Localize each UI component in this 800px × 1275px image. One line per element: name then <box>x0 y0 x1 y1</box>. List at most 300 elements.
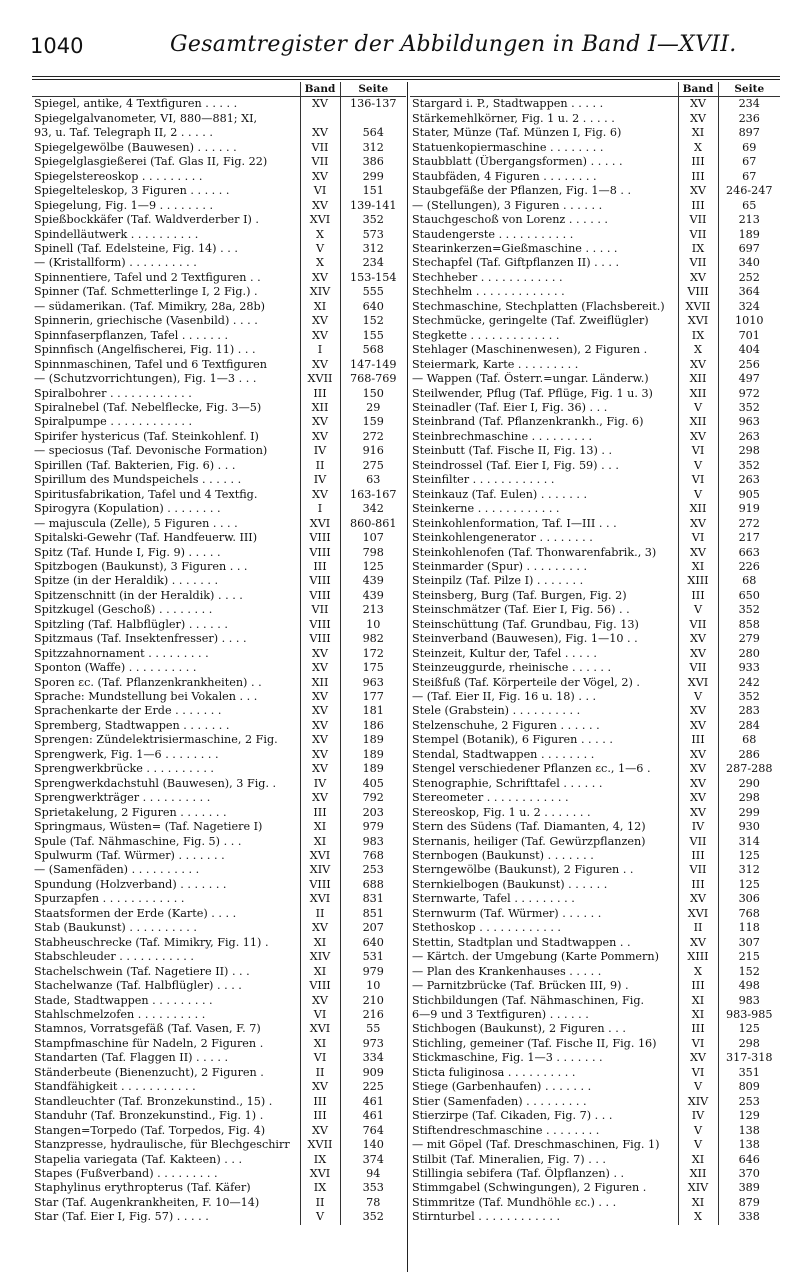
band-number: VII <box>678 863 718 877</box>
page-reference: 283 <box>718 704 780 718</box>
entry-text: Spiritusfabrikation, Tafel und 4 Textfig. <box>34 487 258 501</box>
index-entry-row <box>410 155 780 169</box>
entry-text: Steinzeit, Kultur der, Tafel . . . . . <box>412 646 597 660</box>
index-entry-row <box>410 979 780 993</box>
page-reference: 640 <box>340 936 406 950</box>
page-reference: 118 <box>718 921 780 935</box>
band-number: III <box>678 878 718 892</box>
entry-text: 93, u. Taf. Telegraph II, 2 . . . . . <box>34 126 213 140</box>
entry-text: Spitzenschnitt (in der Heraldik) . . . . <box>34 588 243 602</box>
page-reference: 897 <box>718 126 780 140</box>
page-reference: 10 <box>340 979 406 993</box>
entry-text: Sterngewölbe (Baukunst), 2 Figuren . . <box>412 863 634 877</box>
band-number: XV <box>678 719 718 733</box>
band-number: IV <box>300 473 340 487</box>
entry-text: Stier (Samenfaden) . . . . . . . . . <box>412 1094 587 1108</box>
band-number: X <box>678 1210 718 1224</box>
band-number: VII <box>300 155 340 169</box>
band-number: XV <box>678 791 718 805</box>
page-reference: 531 <box>340 950 406 964</box>
index-entry-row <box>410 473 780 487</box>
page-reference: 125 <box>340 560 406 574</box>
page-reference: 386 <box>340 155 406 169</box>
entry-text: Stereometer . . . . . . . . . . . . <box>412 791 569 805</box>
page-reference: 916 <box>340 444 406 458</box>
band-number: V <box>678 1080 718 1094</box>
entry-text: Spiralpumpe . . . . . . . . . . . . <box>34 415 193 429</box>
page-reference: 983 <box>718 994 780 1008</box>
index-entry-row <box>32 502 406 516</box>
entry-text: Stirnturbel . . . . . . . . . . . . <box>412 1210 561 1224</box>
column-divider <box>407 82 408 1272</box>
page-reference: 226 <box>718 560 780 574</box>
entry-text: Spießbockkäfer (Taf. Waldverderber I) . <box>34 213 259 227</box>
band-number: XV <box>300 430 340 444</box>
index-entry-row <box>32 517 406 531</box>
band-number: I <box>300 502 340 516</box>
header-rule-double <box>32 79 780 80</box>
page-reference: 573 <box>340 228 406 242</box>
index-entry-row <box>410 358 780 372</box>
index-entry-row <box>32 141 406 155</box>
band-number: XI <box>678 994 718 1008</box>
entry-text: Sprengwerk, Fig. 1—6 . . . . . . . . <box>34 747 219 761</box>
index-entry-row <box>32 661 406 675</box>
entry-text: Stabschleuder . . . . . . . . . . . <box>34 950 194 964</box>
entry-text: Spirillum des Mundspeichels . . . . . . <box>34 473 242 487</box>
index-entry-row <box>410 372 780 386</box>
page-reference: 701 <box>718 329 780 343</box>
page-reference: 189 <box>340 762 406 776</box>
entry-text: Spitz (Taf. Hunde I, Fig. 9) . . . . . <box>34 545 221 559</box>
index-entry-row <box>32 1138 406 1152</box>
band-number: XVI <box>678 907 718 921</box>
band-number: VI <box>300 1051 340 1065</box>
index-entry-row <box>32 589 406 603</box>
page-reference: 792 <box>340 791 406 805</box>
entry-text: Steinschüttung (Taf. Grundbau, Fig. 13) <box>412 617 639 631</box>
index-entry-row <box>32 603 406 617</box>
index-entry-row <box>32 473 406 487</box>
page-reference: 352 <box>718 459 780 473</box>
page-reference: 139-141 <box>340 199 406 213</box>
entry-text: Stampfmaschine für Nadeln, 2 Figuren . <box>34 1036 264 1050</box>
index-entry-row <box>32 748 406 762</box>
entry-text: Spiegelung, Fig. 1—9 . . . . . . . . <box>34 198 214 212</box>
entry-text: Staatsformen der Erde (Karte) . . . . <box>34 906 237 920</box>
page-reference: 809 <box>718 1080 780 1094</box>
index-entry-row <box>32 574 406 588</box>
page-reference: 324 <box>718 300 780 314</box>
page-reference: 175 <box>340 661 406 675</box>
page-reference: 555 <box>340 285 406 299</box>
entry-text: Steinverband (Bauwesen), Fig. 1—10 . . <box>412 632 638 646</box>
index-entry-row <box>410 401 780 415</box>
band-number: V <box>678 690 718 704</box>
index-entry-row <box>32 690 406 704</box>
entry-text: Staubblatt (Übergangsformen) . . . . . <box>412 155 623 169</box>
index-entry-row <box>410 965 780 979</box>
entry-text: Spiralbohrer . . . . . . . . . . . . <box>34 386 192 400</box>
entry-text: Steinsberg, Burg (Taf. Burgen, Fig. 2) <box>412 588 627 602</box>
page-reference: 768 <box>718 907 780 921</box>
band-number: IV <box>678 1109 718 1123</box>
page-reference: 982 <box>340 632 406 646</box>
band-number: XV <box>300 488 340 502</box>
page-title: Gesamtregister der Abbildungen in Band I—XVII. <box>170 32 737 57</box>
band-number: V <box>300 1210 340 1224</box>
index-entry-row <box>32 546 406 560</box>
entry-text: Staubgefäße der Pflanzen, Fig. 1—8 . . <box>412 184 632 198</box>
page-reference: 298 <box>718 444 780 458</box>
page-reference: 351 <box>718 1066 780 1080</box>
index-entry-row <box>32 170 406 184</box>
page-reference: 107 <box>340 531 406 545</box>
entry-text: Stargard i. P., Stadtwappen . . . . . <box>412 97 604 111</box>
entry-text: — (Stellungen), 3 Figuren . . . . . . <box>412 198 603 212</box>
page-reference: 364 <box>718 285 780 299</box>
page-reference: 312 <box>340 141 406 155</box>
entry-text: Sternanis, heiliger (Taf. Gewürzpflanzen) <box>412 834 646 848</box>
index-entry-row <box>32 1051 406 1065</box>
band-number: XI <box>300 820 340 834</box>
entry-text: Spiralnebel (Taf. Nebelflecke, Fig. 3—5) <box>34 400 262 414</box>
page-reference: 138 <box>718 1124 780 1138</box>
band-number: XVI <box>300 849 340 863</box>
index-entry-row <box>410 806 780 820</box>
band-number: XV <box>678 632 718 646</box>
band-number: XV <box>300 415 340 429</box>
index-entry-row <box>410 1196 780 1210</box>
entry-text: Stettin, Stadtplan und Stadtwappen . . <box>412 935 631 949</box>
band-number: XI <box>300 965 340 979</box>
index-entry-row <box>32 820 406 834</box>
index-entry-row <box>32 878 406 892</box>
band-number: XV <box>678 777 718 791</box>
entry-text: Spirifer hystericus (Taf. Steinkohlenf. I) <box>34 429 259 443</box>
entry-text: Sprachenkarte der Erde . . . . . . . <box>34 704 222 718</box>
page-reference: 983 <box>340 835 406 849</box>
band-column-header: Band <box>678 82 718 97</box>
page-reference: 979 <box>340 965 406 979</box>
index-entry-row <box>410 863 780 877</box>
page-reference: 125 <box>718 878 780 892</box>
page-reference: 646 <box>718 1153 780 1167</box>
band-number: XV <box>300 199 340 213</box>
page-reference: 307 <box>718 936 780 950</box>
entry-text: Sticta fuliginosa . . . . . . . . . . <box>412 1065 576 1079</box>
page-reference: 764 <box>340 1124 406 1138</box>
band-number: XI <box>678 560 718 574</box>
index-entry-row <box>32 1196 406 1210</box>
header-rule <box>32 76 780 77</box>
entry-text: Stilbit (Taf. Mineralien, Fig. 7) . . . <box>412 1152 606 1166</box>
band-number: XI <box>678 1196 718 1210</box>
entry-text: — speciosus (Taf. Devonische Formation) <box>34 444 268 458</box>
entry-text: Sprengwerkträger . . . . . . . . . . <box>34 791 211 805</box>
index-entry-row <box>410 574 780 588</box>
page-reference: 979 <box>340 820 406 834</box>
band-number: IV <box>678 820 718 834</box>
index-entry-row <box>410 791 780 805</box>
entry-text: Spiegelgalvanometer, VI, 880—881; XI, <box>34 111 258 125</box>
band-number: II <box>300 459 340 473</box>
entry-text: Sporen ɛc. (Taf. Pflanzenkrankheiten) . . <box>34 675 262 689</box>
band-number: XV <box>678 97 718 112</box>
band-number: VII <box>678 618 718 632</box>
index-entry-row <box>410 1051 780 1065</box>
band-number: XV <box>300 126 340 140</box>
page-reference: 279 <box>718 632 780 646</box>
page-reference: 10 <box>340 618 406 632</box>
band-number: VIII <box>300 618 340 632</box>
page-reference: 203 <box>340 806 406 820</box>
entry-text: Sprengwerkbrücke . . . . . . . . . . <box>34 762 214 776</box>
entry-text: Steindrossel (Taf. Eier I, Fig. 59) . . . <box>412 458 619 472</box>
page-reference: 280 <box>718 647 780 661</box>
band-number: VII <box>678 256 718 270</box>
index-entry-row <box>410 459 780 473</box>
index-entry-row <box>32 372 406 386</box>
page-reference: 461 <box>340 1095 406 1109</box>
page-reference: 352 <box>718 690 780 704</box>
index-entry-row <box>32 488 406 502</box>
entry-text: Staphylinus erythropterus (Taf. Käfer) <box>34 1181 251 1195</box>
band-number: XV <box>678 271 718 285</box>
entry-text: Spitzmaus (Taf. Insektenfresser) . . . . <box>34 632 247 646</box>
index-entry-row <box>32 994 406 1008</box>
index-entry-row <box>410 907 780 921</box>
index-entry-row <box>32 1022 406 1036</box>
entry-text: Spitalski-Gewehr (Taf. Handfeuerw. III) <box>34 531 258 545</box>
page-reference: 404 <box>718 343 780 357</box>
band-number: XVII <box>300 1138 340 1152</box>
index-entry-row <box>32 1008 406 1022</box>
index-entry-row <box>32 97 406 112</box>
page-reference: 263 <box>718 473 780 487</box>
band-number: V <box>300 242 340 256</box>
band-number: XVI <box>678 676 718 690</box>
entry-text: Steinkohlengenerator . . . . . . . . <box>412 531 593 545</box>
page-reference: 159 <box>340 415 406 429</box>
index-entry-row <box>32 618 406 632</box>
band-number: III <box>300 806 340 820</box>
page-reference: 172 <box>340 647 406 661</box>
entry-text: Stechmücke, geringelte (Taf. Zweiflügler) <box>412 314 649 328</box>
index-entry-row <box>32 155 406 169</box>
entry-column-header <box>32 82 300 97</box>
entry-text: Spiegelglasgießerei (Taf. Glas II, Fig. 22) <box>34 155 268 169</box>
page-reference: 798 <box>340 546 406 560</box>
index-entry-row <box>410 1181 780 1195</box>
band-number: III <box>300 1109 340 1123</box>
index-entry-row <box>410 661 780 675</box>
band-number: XI <box>678 1008 718 1022</box>
band-number: XI <box>678 126 718 140</box>
index-entry-row <box>32 444 406 458</box>
entry-text: Stengel verschiedener Pflanzen ɛc., 1—6 . <box>412 762 651 776</box>
index-entry-row <box>32 329 406 343</box>
page-reference: 68 <box>718 733 780 747</box>
page-reference: 963 <box>340 676 406 690</box>
band-number: X <box>300 228 340 242</box>
column-header-row <box>410 82 780 97</box>
page-reference: 564 <box>340 126 406 140</box>
index-entry-row <box>32 936 406 950</box>
entry-text: Stärkemehlkörner, Fig. 1 u. 2 . . . . . <box>412 111 615 125</box>
band-number: XV <box>678 762 718 776</box>
band-number: VII <box>678 228 718 242</box>
band-number: VIII <box>300 546 340 560</box>
entry-text: Steinkohlenofen (Taf. Thonwarenfabrik., 3) <box>412 545 657 559</box>
band-number: XV <box>300 647 340 661</box>
column-header-row <box>32 82 406 97</box>
page-reference: 147-149 <box>340 358 406 372</box>
band-number: XV <box>300 97 340 112</box>
band-number: XIV <box>678 1181 718 1195</box>
band-number: IV <box>300 777 340 791</box>
band-number: VI <box>678 473 718 487</box>
band-number: IX <box>300 1181 340 1195</box>
entry-text: Sprengwerkdachstuhl (Bauwesen), 3 Fig. . <box>34 776 277 790</box>
band-number: XV <box>678 517 718 531</box>
band-number: XV <box>678 546 718 560</box>
band-number: IX <box>300 1153 340 1167</box>
entry-text: Spinnfaserpflanzen, Tafel . . . . . . . <box>34 328 229 342</box>
page-reference: 439 <box>340 589 406 603</box>
entry-text: Stimmritze (Taf. Mundhöhle ɛc.) . . . <box>412 1195 617 1209</box>
index-entry-row <box>410 329 780 343</box>
entry-text: Star (Taf. Eier I, Fig. 57) . . . . . <box>34 1210 209 1224</box>
page-reference: 352 <box>718 401 780 415</box>
entry-text: — Kärtch. der Umgebung (Karte Pommern) <box>412 950 659 964</box>
page-reference: 312 <box>340 242 406 256</box>
band-number: XV <box>300 1080 340 1094</box>
entry-text: Spule (Taf. Nähmaschine, Fig. 5) . . . <box>34 834 242 848</box>
entry-text: — mit Göpel (Taf. Dreschmaschinen, Fig. 1) <box>412 1138 660 1152</box>
page-reference: 334 <box>340 1051 406 1065</box>
band-number: XVI <box>300 892 340 906</box>
band-number: XII <box>678 502 718 516</box>
band-number: XIV <box>300 863 340 877</box>
band-number: XII <box>678 387 718 401</box>
band-number: XV <box>300 733 340 747</box>
index-entry-row <box>410 748 780 762</box>
band-number: III <box>678 199 718 213</box>
index-entry-row <box>32 1095 406 1109</box>
entry-text: Steinkauz (Taf. Eulen) . . . . . . . <box>412 487 588 501</box>
entry-text: Spinell (Taf. Edelsteine, Fig. 14) . . . <box>34 241 238 255</box>
index-entry-row <box>32 762 406 776</box>
index-entry-row <box>410 97 780 112</box>
index-entry-row <box>410 1167 780 1181</box>
index-entry-row <box>410 950 780 964</box>
entry-text: Spinnfisch (Angelfischerei, Fig. 11) . . . <box>34 343 256 357</box>
band-number: III <box>300 1095 340 1109</box>
index-entry-row <box>410 502 780 516</box>
page-reference: 152 <box>718 965 780 979</box>
page-reference: 152 <box>340 314 406 328</box>
band-number: VIII <box>300 632 340 646</box>
band-number: V <box>678 603 718 617</box>
index-entry-row <box>410 647 780 661</box>
entry-text: Stierzirpe (Taf. Cikaden, Fig. 7) . . . <box>412 1109 613 1123</box>
page-reference: 497 <box>718 372 780 386</box>
page-reference: 340 <box>718 256 780 270</box>
entry-text: Stempel (Botanik), 6 Figuren . . . . . <box>412 733 613 747</box>
index-entry-row <box>32 1080 406 1094</box>
entry-text: Stachelschwein (Taf. Nagetiere II) . . . <box>34 964 250 978</box>
seite-column-header: Seite <box>340 82 406 97</box>
index-entry-row <box>410 618 780 632</box>
entry-text: Stauchgeschoß von Lorenz . . . . . . <box>412 213 608 227</box>
entry-text: Sponton (Waffe) . . . . . . . . . . <box>34 661 197 675</box>
page-reference: 275 <box>340 459 406 473</box>
index-entry-row <box>410 704 780 718</box>
page-reference: 905 <box>718 488 780 502</box>
page-reference: 189 <box>340 748 406 762</box>
band-number: VI <box>678 1037 718 1051</box>
entry-text: Stehlager (Maschinenwesen), 2 Figuren . <box>412 343 648 357</box>
band-number: XII <box>678 372 718 386</box>
entry-text: Standleuchter (Taf. Bronzekunstind., 15) . <box>34 1094 273 1108</box>
page-reference: 65 <box>718 199 780 213</box>
page-reference: 163-167 <box>340 488 406 502</box>
page-reference: 263 <box>718 430 780 444</box>
entry-text: Spiegel, antike, 4 Textfiguren . . . . . <box>34 97 238 111</box>
entry-text: 6—9 und 3 Textfiguren) . . . . . . <box>412 1008 589 1021</box>
page-reference: 860-861 <box>340 517 406 531</box>
band-number: III <box>678 849 718 863</box>
page-reference: 68 <box>718 574 780 588</box>
index-list-left <box>32 97 406 1225</box>
index-entry-row <box>410 1037 780 1051</box>
entry-text: Stichbildungen (Taf. Nähmaschinen, Fig. <box>412 993 645 1007</box>
index-entry-row <box>32 965 406 979</box>
band-number: II <box>300 1066 340 1080</box>
band-number: III <box>678 589 718 603</box>
page-reference: 213 <box>718 213 780 227</box>
entry-text: — Plan des Krankenhauses . . . . . <box>412 964 602 978</box>
page-reference: 140 <box>340 1138 406 1152</box>
index-entry-row <box>410 199 780 213</box>
index-entry-row <box>410 690 780 704</box>
band-number: X <box>300 256 340 270</box>
band-number: XV <box>678 112 718 126</box>
index-entry-row <box>410 733 780 747</box>
band-number: XIII <box>678 950 718 964</box>
seite-column-header: Seite <box>718 82 780 97</box>
index-entry-row <box>32 285 406 299</box>
band-number: VI <box>300 1008 340 1022</box>
entry-text: Stereoskop, Fig. 1 u. 2 . . . . . . . <box>412 805 591 819</box>
entry-text: Steilwender, Pflug (Taf. Pflüge, Fig. 1 u. 3) <box>412 386 653 400</box>
page-reference: 697 <box>718 242 780 256</box>
entry-text: Spitzzahnornament . . . . . . . . . <box>34 646 209 660</box>
entry-text: Steinschmätzer (Taf. Eier I, Fig. 56) . . <box>412 603 630 617</box>
band-number: XV <box>678 704 718 718</box>
band-number: XI <box>300 835 340 849</box>
page-reference: 213 <box>340 603 406 617</box>
band-number: III <box>300 387 340 401</box>
page-reference: 55 <box>340 1022 406 1036</box>
entry-text: Spremberg, Stadtwappen . . . . . . . <box>34 718 230 732</box>
entry-text: Stillingia sebifera (Taf. Ölpflanzen) . . <box>412 1166 625 1180</box>
entry-text: Spiegelstereoskop . . . . . . . . . <box>34 169 203 183</box>
entry-text: Spitze (in der Heraldik) . . . . . . . <box>34 574 219 588</box>
band-number: XV <box>678 184 718 198</box>
band-number: XV <box>300 661 340 675</box>
